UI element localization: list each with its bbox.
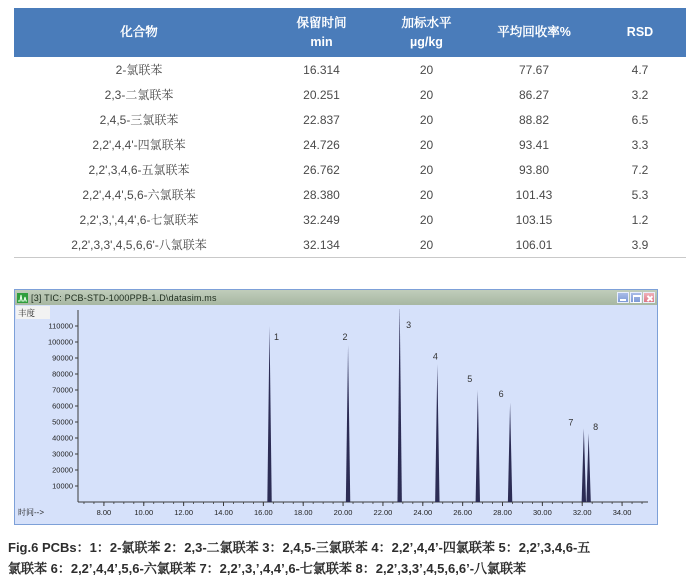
column-header-compound [14,8,264,57]
table-cell: 2,2',3,',4,4',6-七氯联苯 [79,213,199,227]
table-cell: 16.314 [303,62,340,77]
svg-text:32.00: 32.00 [572,508,592,517]
table-row [14,157,686,182]
svg-text:110000: 110000 [48,321,73,331]
table-cell: 88.82 [518,112,550,127]
table-cell: 77.67 [518,62,550,77]
maximize-button[interactable] [630,292,642,303]
column-header-sublabel: µg/kg [410,34,443,49]
svg-text:16.00: 16.00 [253,508,273,517]
chromatogram-peak-8 [586,433,590,502]
chromatogram-peak-1 [267,326,271,502]
table-cell: 20 [419,162,434,177]
table-header-row [14,8,686,57]
column-header-retention-time [264,8,379,57]
svg-text:12.00: 12.00 [174,508,194,517]
svg-text:30.00: 30.00 [532,508,552,517]
table-cell: 5.3 [631,187,649,202]
chromatogram-peak-6 [508,403,512,502]
svg-text:10.00: 10.00 [134,508,154,517]
table-cell: 93.41 [518,137,550,152]
table-row [14,182,686,207]
table-row [14,132,686,157]
column-header-sublabel: min [310,34,333,49]
table-cell: 20 [419,212,434,227]
table-cell: 106.01 [515,237,553,252]
table-cell: 7.2 [631,162,649,177]
chromatogram-peak-3 [397,306,401,502]
column-header-label: RSD [626,25,654,40]
window-controls [617,292,655,303]
chromatogram-plot [16,306,658,525]
table-row [14,207,686,232]
chromatogram-peak-7 [582,428,586,502]
svg-text:3: 3 [406,320,412,330]
table-cell: 20.251 [303,87,340,102]
table-cell: 2,2',3,3',4,5,6,6'-八氯联苯 [71,238,207,252]
svg-text:14.00: 14.00 [214,508,233,517]
table-cell: 20 [419,87,434,102]
table-cell: 20 [419,62,434,77]
svg-text:20.00: 20.00 [333,508,353,517]
table-cell: 3.2 [631,87,649,102]
close-button[interactable] [643,292,655,303]
table-cell: 2,4,5-三氯联苯 [99,113,179,127]
table-cell: 2,2',3,4,6-五氯联苯 [88,163,190,177]
table-cell: 2-氯联苯 [115,63,163,77]
table-cell: 24.726 [303,137,340,152]
svg-text:8.00: 8.00 [96,508,112,517]
table-cell: 28.380 [303,187,340,202]
svg-text:24.00: 24.00 [413,508,433,517]
svg-text:20000: 20000 [52,465,73,475]
svg-text:4: 4 [432,351,438,362]
table-row [14,57,686,82]
caption-line-1: Fig.6 PCBs：1：2-氯联苯 2：2,3-二氯联苯 3：2,4,5-三氯联苯 4：2,2’,4,4’-四氯联苯 5：2,2’,3,4,6-五 [8,540,591,555]
table-cell: 2,2',4,4'-四氯联苯 [92,138,186,152]
table-cell: 103.15 [515,212,553,227]
svg-text:1: 1 [274,332,280,342]
svg-text:8: 8 [593,422,599,433]
table-cell: 2,3-二氯联苯 [104,88,174,102]
chromatogram-window [14,289,658,525]
window-title: [3] TIC: PCB-STD-1000PPB-1.D\datasim.ms [31,292,217,303]
chromatogram-body [15,305,657,524]
table-cell: 32.134 [303,237,340,252]
table-cell: 3.9 [631,237,649,252]
svg-text:40000: 40000 [52,433,73,443]
svg-text:80000: 80000 [52,369,73,379]
column-header-rsd [594,8,686,57]
table-row [14,232,686,257]
table-cell: 20 [419,187,434,202]
window-titlebar[interactable] [15,290,657,305]
column-header-spike-level [379,8,474,57]
svg-text:6: 6 [498,388,504,399]
table-cell: 3.3 [631,137,649,152]
column-header-recovery [474,8,594,57]
column-header-label: 化合物 [120,25,158,40]
table-body [14,57,686,257]
svg-text:70000: 70000 [52,385,73,395]
caption-line-2: 氯联苯 6：2,2’,4,4’,5,6-六氯联苯 7：2,2’,3,’,4,4’,6-七氯联苯 8：2,2’,3,3’,4,5,6,6’-八氯联苯 [8,561,527,576]
table-cell: 6.5 [631,112,649,127]
svg-text:28.00: 28.00 [493,508,512,517]
table-cell: 20 [419,112,434,127]
chromatogram-app-icon [17,293,28,303]
table-cell: 4.7 [631,62,649,77]
table-row [14,107,686,132]
table-cell: 93.80 [518,162,550,177]
svg-text:26.00: 26.00 [453,508,473,517]
svg-text:22.00: 22.00 [373,508,393,517]
svg-text:90000: 90000 [52,353,73,363]
svg-text:5: 5 [467,374,473,384]
chromatogram-peak-4 [435,364,439,502]
svg-text:2: 2 [342,332,348,343]
svg-text:18.00: 18.00 [293,508,313,517]
table-row [14,82,686,107]
table-cell: 1.2 [631,212,649,227]
table-cell: 86.27 [518,87,550,102]
table-cell: 20 [419,237,434,252]
svg-text:时间-->: 时间--> [18,508,44,517]
column-header-label: 保留时间 [296,16,347,30]
svg-text:30000: 30000 [52,449,73,459]
table-cell: 101.43 [515,187,553,202]
minimize-button[interactable] [617,292,629,303]
column-header-label: 平均回收率% [497,25,571,40]
figure-caption [8,537,692,579]
svg-text:100000: 100000 [47,337,73,347]
table-cell: 22.837 [303,112,340,127]
table-cell: 26.762 [303,162,340,177]
column-header-label: 加标水平 [401,16,452,30]
recovery-table [14,8,686,258]
table-cell: 2,2',4,4',5,6-六氯联苯 [82,188,196,202]
chromatogram-peak-5 [476,390,480,502]
table-cell: 20 [419,137,434,152]
svg-text:10000: 10000 [52,481,73,491]
svg-text:50000: 50000 [52,417,73,427]
svg-text:60000: 60000 [52,401,73,411]
svg-text:丰度: 丰度 [18,308,36,318]
svg-text:7: 7 [568,417,574,428]
chromatogram-peak-2 [346,345,350,502]
table-cell: 32.249 [303,212,340,227]
svg-text:34.00: 34.00 [612,508,632,517]
